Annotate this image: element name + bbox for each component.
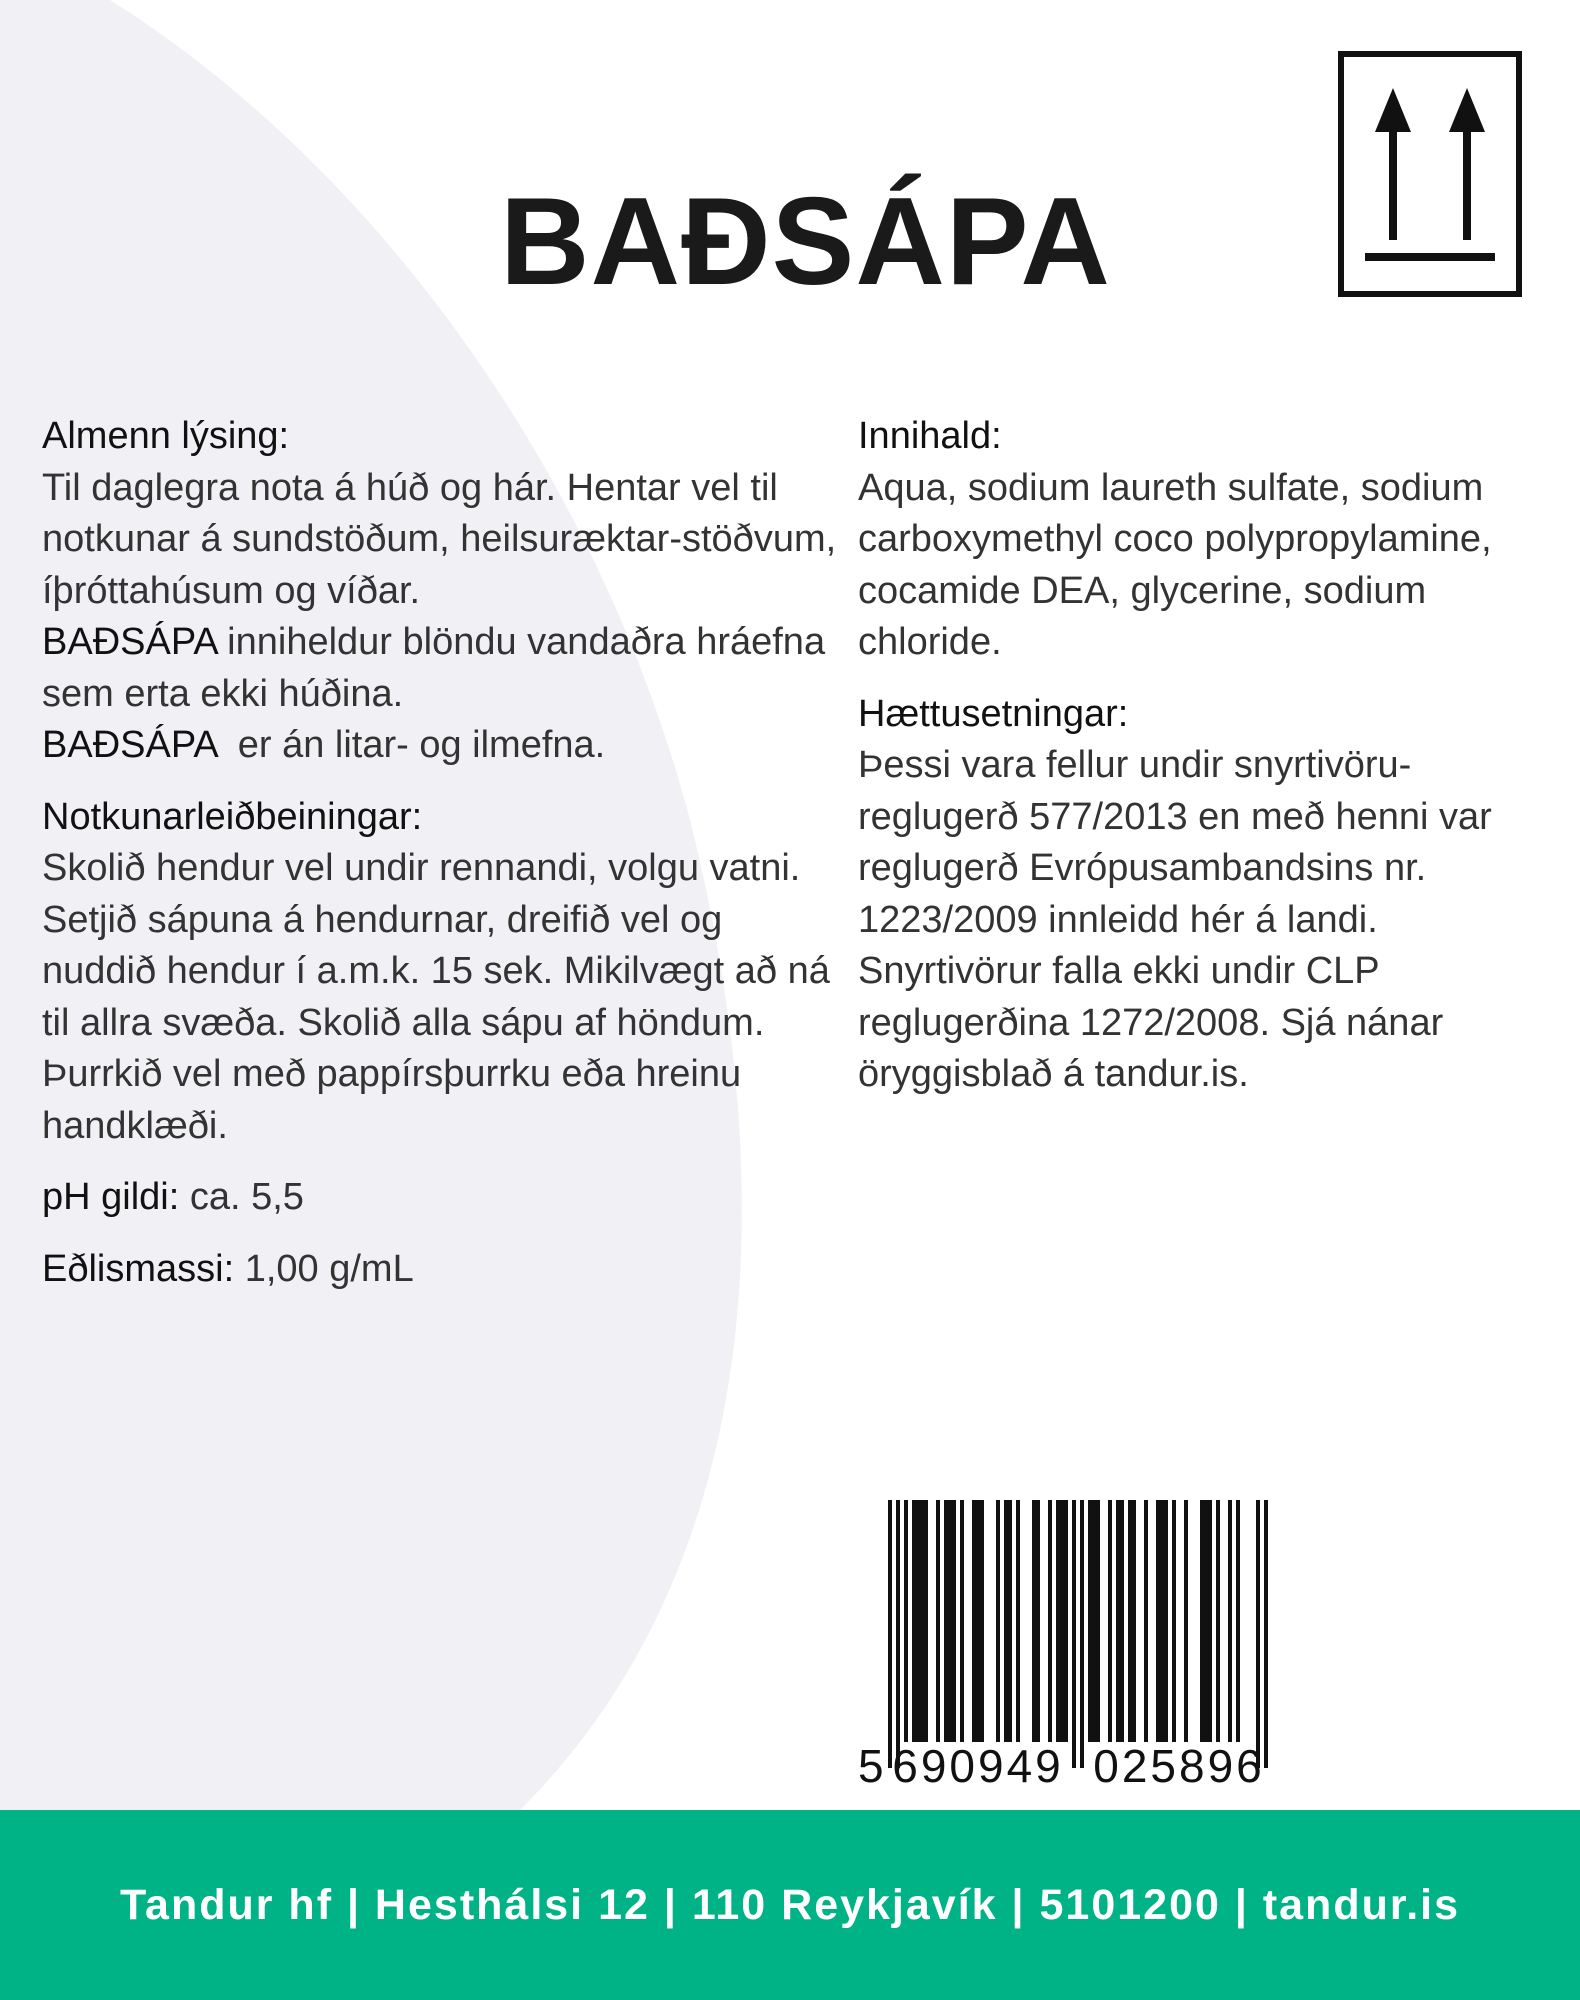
barcode-bar: [996, 1500, 1000, 1742]
barcode-bar: [1208, 1500, 1212, 1742]
general-description-line-2: [42, 617, 842, 720]
ph-value: ca. 5,5: [179, 1176, 304, 1218]
general-description-heading: Almenn lýsing:: [42, 415, 290, 457]
barcode-bar: [976, 1500, 980, 1742]
barcode-bar: [948, 1500, 952, 1742]
usage-section: [42, 792, 842, 1153]
hazards-text: Þessi vara fellur undir snyrtivöru-reglugerð 577/2013 en með henni var reglugerð Evrópusambandsins nr. 1223/2009 innleidd hér á landi. Snyrtivörur falla ekki undir CLP reglugerðina 1272/2008. Sjá nánar öryggisblað á tandur.is.: [858, 744, 1492, 1095]
barcode-bar: [1092, 1500, 1096, 1742]
barcode-bar: [916, 1500, 920, 1742]
density-label: Eðlismassi:: [42, 1247, 235, 1290]
left-column: [42, 411, 842, 1315]
density-row: [42, 1244, 842, 1296]
hazards-heading: Hættusetningar:: [858, 692, 1129, 735]
barcode-bar: [1144, 1500, 1148, 1742]
barcode-left-digits: 690949: [892, 1740, 1064, 1790]
barcode-first-digit: 5: [858, 1740, 884, 1790]
this-way-up-icon: [1337, 50, 1523, 298]
barcode-bar: [920, 1500, 924, 1742]
barcode-bar: [912, 1500, 916, 1742]
barcode-bar: [1264, 1500, 1268, 1768]
barcode-bar: [1004, 1500, 1008, 1742]
ph-label: pH gildi:: [42, 1176, 180, 1218]
barcode-bar: [1036, 1500, 1040, 1742]
barcode-bar: [896, 1500, 900, 1768]
barcode-bar: [1128, 1500, 1132, 1742]
barcode-bar: [936, 1500, 940, 1742]
barcode-bar: [972, 1500, 976, 1742]
barcode-bar: [1108, 1500, 1112, 1742]
barcode-bar: [980, 1500, 984, 1742]
ingredients-section: [858, 411, 1568, 669]
barcode: [842, 1500, 1310, 1790]
barcode-bar: [1116, 1500, 1120, 1742]
barcode-bar: [1228, 1500, 1232, 1742]
ingredients-heading: Innihald:: [858, 415, 1002, 457]
barcode-bar: [1172, 1500, 1176, 1742]
barcode-bar: [1080, 1500, 1084, 1768]
barcode-bar: [1184, 1500, 1188, 1742]
barcode-bar: [904, 1500, 908, 1742]
barcode-bar: [1256, 1500, 1260, 1768]
product-title: BAÐSÁPA: [500, 173, 1111, 311]
barcode-bar: [1060, 1500, 1064, 1742]
barcode-bar: [1204, 1500, 1208, 1742]
barcode-bar: [1056, 1500, 1060, 1742]
barcode-bar: [924, 1500, 928, 1742]
ingredients-text: Aqua, sodium laureth sulfate, sodium carboxymethyl coco polypropylamine, cocamide DEA, glycerine, sodium chloride.: [858, 466, 1492, 663]
right-column: [858, 411, 1568, 1121]
footer-bar: [0, 1810, 1580, 2000]
usage-heading: Notkunarleiðbeiningar:: [42, 795, 423, 838]
barcode-bar: [1064, 1500, 1068, 1742]
barcode-bar: [1048, 1500, 1052, 1742]
barcode-bar: [944, 1500, 948, 1742]
barcode-bar: [888, 1500, 892, 1768]
barcode-bar: [1032, 1500, 1036, 1742]
barcode-bar: [1072, 1500, 1076, 1768]
barcode-bar: [1088, 1500, 1092, 1742]
brand-name: BAÐSÁPA: [42, 621, 217, 663]
barcode-bar: [1096, 1500, 1100, 1742]
barcode-bar: [1164, 1500, 1168, 1742]
general-description-text-2: inniheldur blöndu vandaðra hráefna sem erta ekki húðina.: [42, 621, 826, 715]
barcode-bar: [1156, 1500, 1160, 1742]
general-description-text-3: er án litar- og ilmefna.: [216, 724, 606, 766]
general-description-section: [42, 411, 842, 772]
barcode-bars: [888, 1500, 1268, 1768]
hazards-section: [858, 689, 1568, 1101]
density-value: 1,00 g/mL: [234, 1247, 414, 1290]
ph-value-row: [42, 1172, 842, 1224]
barcode-bar: [1008, 1500, 1012, 1742]
barcode-bar: [1160, 1500, 1164, 1742]
general-description-text: Til daglegra nota á húð og hár. Hentar vel til notkunar á sundstöðum, heilsuræktar-stöðvum, íþróttahúsum og víðar.: [42, 466, 837, 612]
barcode-right-digits: 025896: [1093, 1740, 1265, 1790]
barcode-bar: [1016, 1500, 1020, 1742]
barcode-bar: [960, 1500, 964, 1742]
barcode-bar: [952, 1500, 956, 1742]
barcode-bar: [1132, 1500, 1136, 1742]
brand-name: BAÐSÁPA: [42, 724, 217, 766]
footer-contact: Tandur hf | Hesthálsi 12 | 110 Reykjavík | 5101200 | tandur.is: [119, 1880, 1461, 1929]
barcode-bar: [1200, 1500, 1204, 1742]
barcode-bar: [1120, 1500, 1124, 1742]
barcode-bar: [1216, 1500, 1220, 1742]
usage-text: Skolið hendur vel undir rennandi, volgu vatni. Setjið sápuna á hendurnar, dreifið vel og nuddið hendur í a.m.k. 15 sek. Mikilvægt að ná til allra svæða. Skolið alla sápu af höndum. Þurrkið vel með pappírsþurrku eða hreinu handklæði.: [42, 847, 830, 1147]
barcode-bar: [1236, 1500, 1240, 1742]
general-description-line-3: [42, 720, 842, 772]
